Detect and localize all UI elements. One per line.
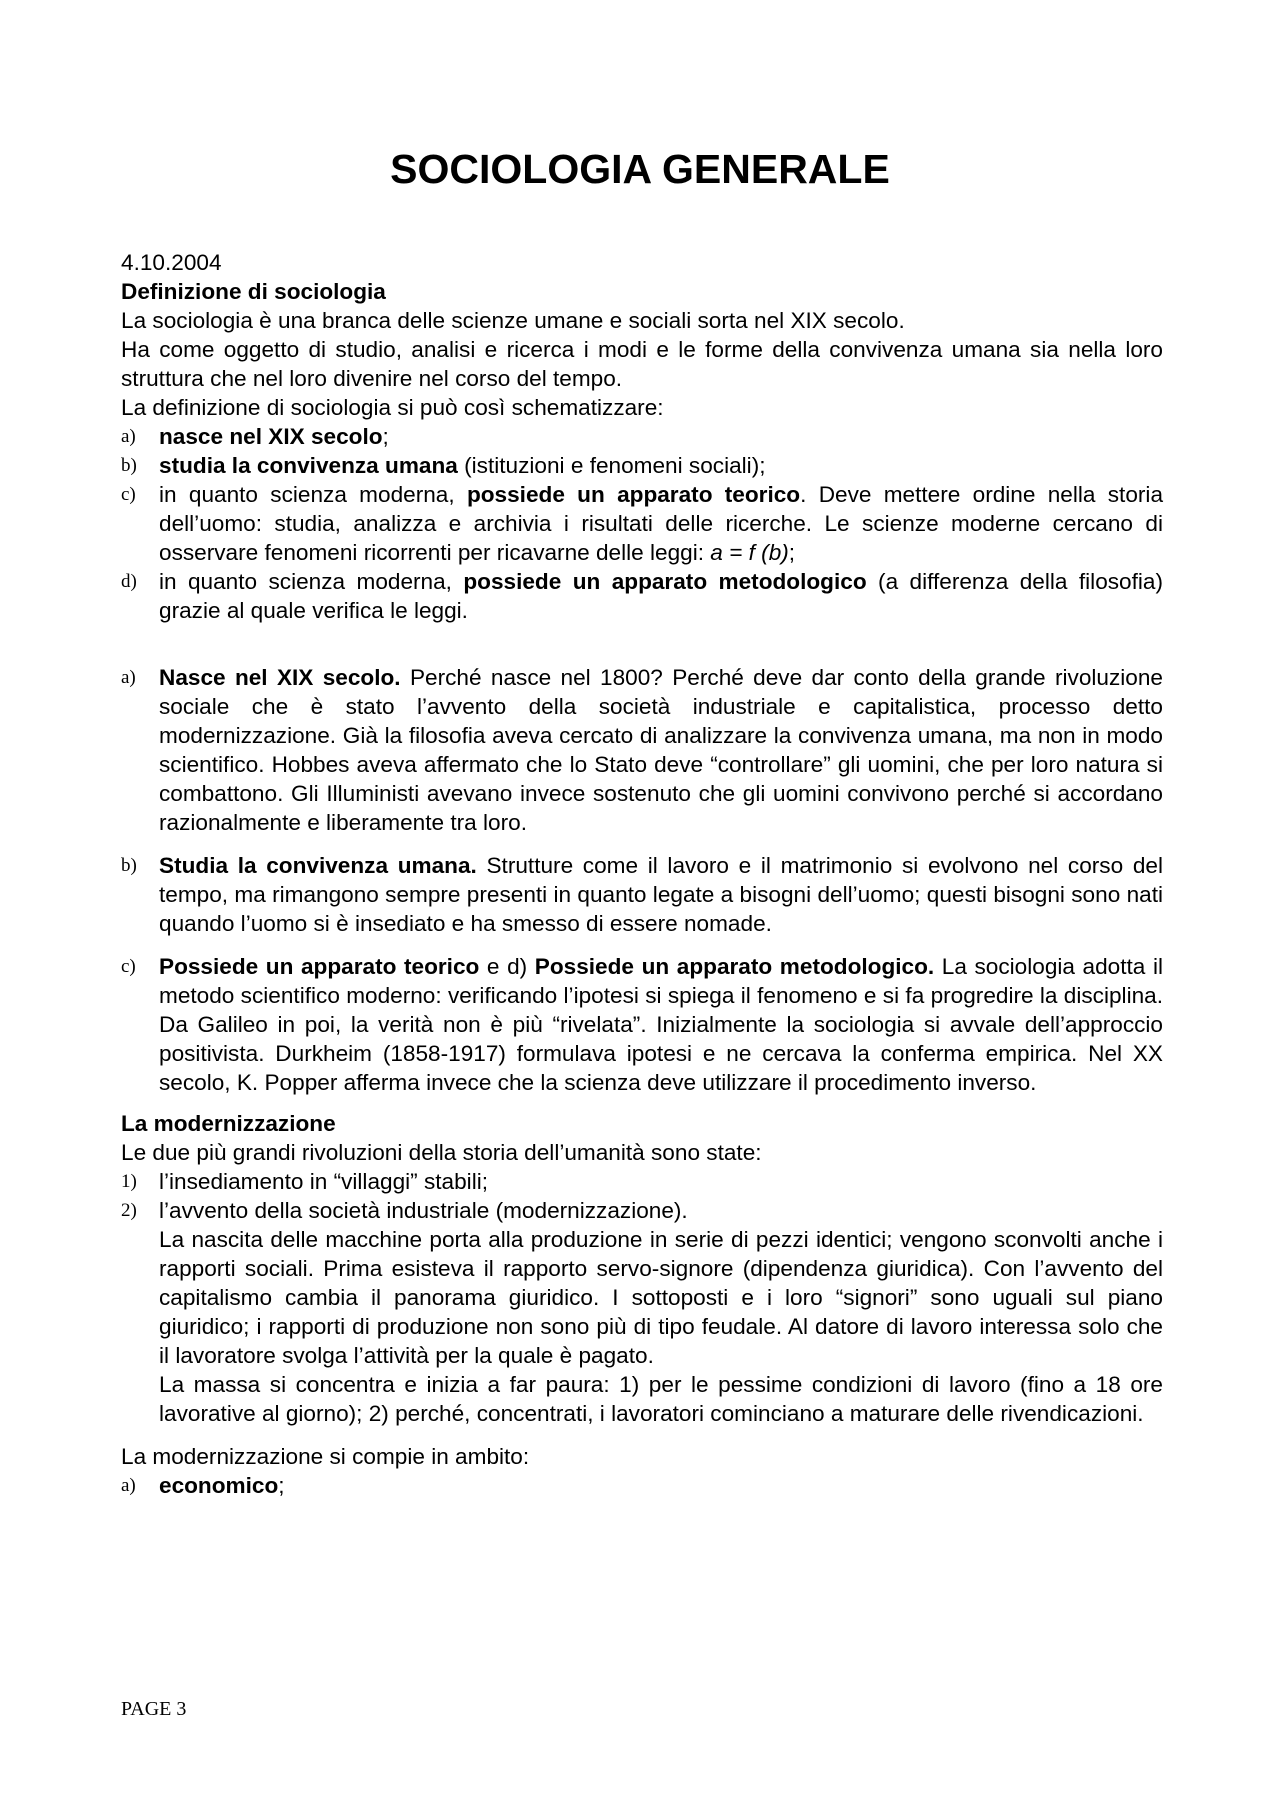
list-marker: a) <box>121 426 136 447</box>
item-text: in quanto scienza moderna, <box>159 482 467 507</box>
list-item <box>121 1167 1163 1196</box>
item-text: . Deve mettere ordine nella storia dell’uomo: studia, analizza e archivia i risultati delle ricerche. Le scienze moderne cercano di osservare fenomeni ricorrenti per ricavarne delle leggi: <box>159 482 1164 565</box>
page-footer: PAGE 3 <box>121 1698 187 1720</box>
list-marker: c) <box>121 484 136 505</box>
item-text: ; <box>382 424 389 449</box>
list-marker: b) <box>121 855 137 876</box>
paragraph: La modernizzazione si compie in ambito: <box>121 1444 530 1469</box>
spacer <box>121 837 1163 851</box>
bold-term: possiede un apparato metodologico <box>463 569 867 594</box>
formula: a = f (b) <box>710 540 789 565</box>
spacer <box>121 625 1163 663</box>
list-item <box>121 567 1163 625</box>
bold-term: studia la convivenza umana <box>159 453 458 478</box>
document-title: SOCIOLOGIA GENERALE <box>390 146 890 192</box>
item-text: La massa si concentra e inizia a far paura: 1) per le pessime condizioni di lavoro (fino a 18 ore lavorative al giorno); 2) perché, concentrati, i lavoratori cominciano a maturare delle rivendicazioni. <box>159 1372 1163 1426</box>
list-marker: 2) <box>121 1200 137 1221</box>
paragraph: La sociologia è una branca delle scienze umane e sociali sorta nel XIX secolo. <box>121 308 905 333</box>
bold-term: Possiede un apparato teorico <box>159 954 480 979</box>
indented-paragraph <box>121 1225 1163 1370</box>
explanation-item <box>121 851 1163 938</box>
bold-term: nasce nel XIX secolo <box>159 424 383 449</box>
list-item <box>121 422 1163 451</box>
explanation-item <box>121 952 1163 1097</box>
list-marker: 1) <box>121 1171 137 1192</box>
item-text: ; <box>278 1473 285 1498</box>
explanation-item <box>121 663 1163 837</box>
list-marker: d) <box>121 571 137 592</box>
item-text: La nascita delle macchine porta alla produzione in serie di pezzi identici; vengono sconvolti anche i rapporti sociali. Prima esisteva il rapporto servo-signore (dipendenza giuridica). Con l’avvento del capitalismo cambia il panorama giuridico. I sottoposti e i loro “signori” sono uguali sul piano giuridico; i rapporti di produzione non sono più di tipo feudale. Al datore di lavoro interessa solo che il lavoratore svolga l’attività per la quale è pagato. <box>159 1227 1163 1368</box>
section-heading-modernizzazione: La modernizzazione <box>121 1111 336 1136</box>
item-text: (a differenza della filosofia) grazie al quale verifica le leggi. <box>159 569 1164 623</box>
spacer <box>121 938 1163 952</box>
list-marker: a) <box>121 1475 136 1496</box>
item-text: l’avvento della società industriale (modernizzazione). <box>159 1198 688 1223</box>
item-text: Perché nasce nel 1800? Perché deve dar conto della grande rivoluzione sociale che è stato l’avvento della società industriale e capitalistica, processo detto modernizzazione. Già la filosofia aveva cercato di analizzare la convivenza umana, ma non in modo scientifico. Hobbes aveva affermato che lo Stato deve “controllare” gli uomini, che per loro natura si combattono. Gli Illuministi avevano invece sostenuto che gli uomini convivono perché si accordano razionalmente e liberamente tra loro. <box>159 665 1163 835</box>
item-text: l’insediamento in “villaggi” stabili; <box>159 1169 489 1194</box>
indented-paragraph <box>121 1370 1163 1428</box>
bold-term: economico <box>159 1473 279 1498</box>
item-text: e d) <box>479 954 535 979</box>
item-text: (istituzioni e fenomeni sociali); <box>457 453 766 478</box>
spacer <box>121 1097 1163 1109</box>
bold-term: Possiede un apparato metodologico. <box>534 954 935 979</box>
bold-term: Studia la convivenza umana. <box>159 853 477 878</box>
item-text: ; <box>788 540 796 565</box>
paragraph: Ha come oggetto di studio, analisi e ricerca i modi e le forme della convivenza umana sia nella loro struttura che nel loro divenire nel corso del tempo. <box>121 337 1163 391</box>
bold-term: possiede un apparato teorico <box>466 482 801 507</box>
list-marker: a) <box>121 667 136 688</box>
section-heading-definizione: Definizione di sociologia <box>121 279 386 304</box>
paragraph: La definizione di sociologia si può così schematizzare: <box>121 395 664 420</box>
list-item <box>121 451 1163 480</box>
document-body <box>121 248 1163 1500</box>
paragraph: Le due più grandi rivoluzioni della storia dell’umanità sono state: <box>121 1140 762 1165</box>
item-text: Strutture come il lavoro e il matrimonio si evolvono nel corso del tempo, ma rimangono sempre presenti in quanto legate a bisogni dell’uomo; questi bisogni sono nati quando l’uomo si è insediato e ha smesso di essere nomade. <box>159 853 1163 936</box>
list-item <box>121 1471 1163 1500</box>
item-text: in quanto scienza moderna, <box>159 569 464 594</box>
list-item <box>121 1196 1163 1225</box>
item-text: La sociologia adotta il metodo scientifico moderno: verificando l’ipotesi si spiega il fenomeno e si fa progredire la disciplina. Da Galileo in poi, la verità non è più “rivelata”. Inizialmente la sociologia si avvale dell’approccio positivista. Durkheim (1858-1917) formulava ipotesi e ne cercava la conferma empirica. Nel XX secolo, K. Popper afferma invece che la scienza deve utilizzare il procedimento inverso. <box>159 954 1164 1095</box>
list-marker: b) <box>121 455 137 476</box>
spacer <box>121 1428 1163 1442</box>
bold-term: Nasce nel XIX secolo. <box>159 665 401 690</box>
list-item <box>121 480 1163 567</box>
date-line: 4.10.2004 <box>121 250 222 275</box>
list-marker: c) <box>121 956 136 977</box>
